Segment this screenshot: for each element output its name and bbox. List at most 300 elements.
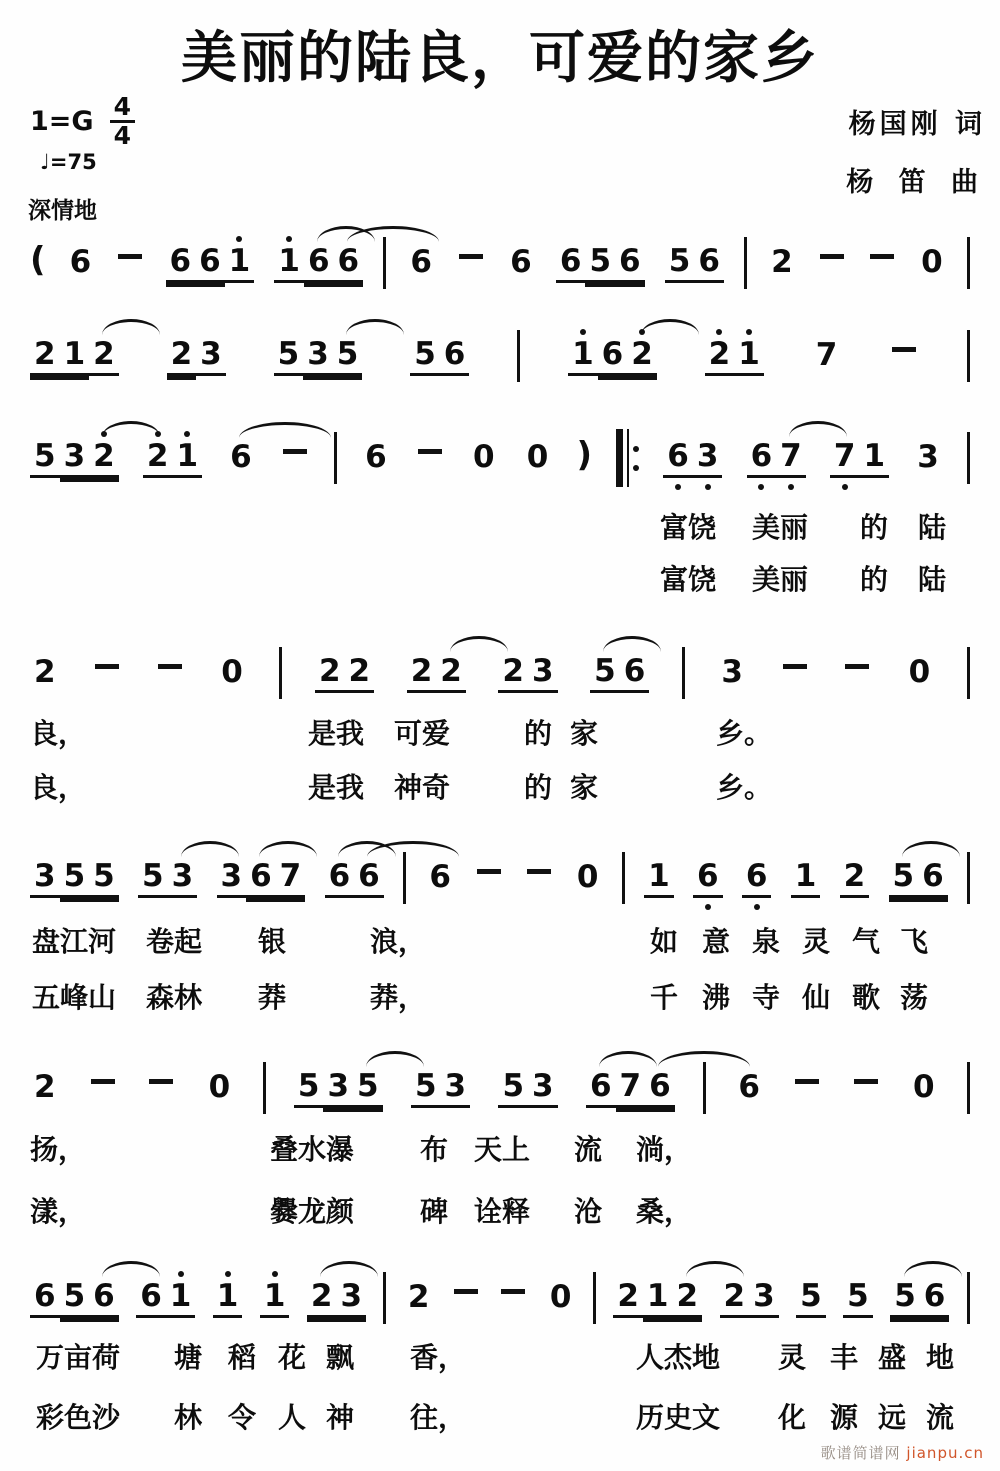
lyric-syllable: 神 bbox=[326, 1401, 355, 1434]
note-group bbox=[274, 337, 363, 376]
note-group bbox=[410, 337, 469, 376]
note-group bbox=[469, 440, 499, 476]
note-group bbox=[717, 655, 747, 691]
note-group bbox=[361, 440, 391, 476]
note: 6 bbox=[440, 337, 470, 376]
note: 6 bbox=[334, 244, 364, 283]
song-title: 美丽的陆良，可爱的家乡 bbox=[181, 25, 819, 91]
note-group bbox=[205, 1070, 235, 1106]
barline bbox=[744, 237, 747, 289]
note-group bbox=[913, 440, 943, 476]
music-line bbox=[30, 318, 970, 394]
lyric-syllable: 塘 bbox=[174, 1341, 203, 1374]
note-group bbox=[890, 1279, 949, 1318]
note: 1 bbox=[791, 859, 821, 898]
slur-arc bbox=[603, 636, 661, 652]
note-group bbox=[498, 1289, 528, 1307]
note: 5 bbox=[138, 859, 168, 898]
note: 5 bbox=[665, 244, 695, 283]
duration-dash bbox=[158, 664, 182, 669]
note: 2 bbox=[705, 337, 735, 376]
note: 6 bbox=[645, 1069, 675, 1108]
note: 5 bbox=[590, 654, 620, 693]
note: 3 bbox=[168, 859, 198, 898]
music-line bbox=[30, 1050, 970, 1126]
note-group bbox=[136, 1279, 195, 1318]
note: 5 bbox=[585, 244, 615, 283]
lyric-row bbox=[0, 1396, 1000, 1438]
lyric-syllable: 富饶 bbox=[660, 511, 717, 544]
slur-arc bbox=[904, 1261, 962, 1277]
duration-dash bbox=[477, 869, 501, 874]
lyric-syllable: 盘江河 bbox=[32, 925, 117, 958]
note: 6 bbox=[30, 1279, 60, 1318]
note-group bbox=[720, 1279, 779, 1318]
note-group bbox=[613, 1279, 702, 1318]
note-group bbox=[556, 244, 645, 283]
note: 6 bbox=[663, 439, 693, 478]
note-group bbox=[92, 664, 122, 682]
note-group bbox=[115, 254, 145, 272]
note-group bbox=[693, 859, 723, 898]
lyric-syllable: 诠释 bbox=[474, 1195, 531, 1228]
note-group bbox=[30, 1070, 60, 1106]
lyric-syllable: 天上 bbox=[474, 1133, 531, 1166]
barline bbox=[383, 237, 386, 289]
lyric-syllable: 千 bbox=[650, 981, 679, 1014]
note: 3 bbox=[303, 337, 333, 376]
note: 1 bbox=[213, 1279, 243, 1318]
repeat-dots bbox=[633, 429, 639, 487]
lyric-row bbox=[0, 1190, 1000, 1232]
note: 5 bbox=[89, 859, 119, 898]
lyric-syllable: 丰 bbox=[830, 1341, 859, 1374]
note: 2 bbox=[840, 859, 870, 898]
note: 2 bbox=[498, 654, 528, 693]
repeat-open-sign bbox=[616, 429, 639, 487]
barline bbox=[334, 432, 337, 484]
note: 6 bbox=[747, 439, 777, 478]
note: 2 bbox=[307, 1279, 337, 1318]
key-label: 1=G bbox=[30, 105, 94, 137]
lyric-syllable: 歌 bbox=[852, 981, 881, 1014]
repeat-dot bbox=[633, 446, 639, 452]
note: 5 bbox=[411, 1069, 441, 1108]
lyric-syllable: 莽， bbox=[370, 981, 427, 1014]
lyric-syllable: 源 bbox=[830, 1401, 859, 1434]
lyric-syllable: 稻 bbox=[228, 1341, 257, 1374]
note: 2 bbox=[345, 654, 375, 693]
slur-arc bbox=[450, 636, 508, 652]
barline bbox=[403, 852, 406, 904]
lyric-syllable: 仙 bbox=[802, 981, 831, 1014]
note: 5 bbox=[890, 1279, 920, 1318]
slur-arc bbox=[102, 421, 160, 437]
note-group bbox=[851, 1079, 881, 1097]
note: 6 bbox=[354, 859, 384, 898]
slur-arc bbox=[599, 1051, 657, 1067]
barline bbox=[279, 647, 282, 699]
lyric-syllable: 良， bbox=[30, 771, 87, 804]
lyricist-credit: 杨国刚 词 bbox=[848, 109, 986, 140]
lyric-syllable: 是我 bbox=[308, 717, 365, 750]
octave-dot-above bbox=[236, 236, 242, 242]
octave-dot-below bbox=[705, 484, 711, 490]
note-group bbox=[411, 1069, 470, 1108]
note: 6 bbox=[365, 439, 387, 475]
lyric-syllable: 陆 bbox=[918, 563, 947, 596]
duration-dash bbox=[892, 347, 916, 352]
octave-dot-above bbox=[178, 1271, 184, 1277]
lyric-syllable: 泉 bbox=[752, 925, 781, 958]
note-group bbox=[791, 859, 821, 898]
lyric-syllable: 流 bbox=[574, 1133, 603, 1166]
barline bbox=[703, 1062, 706, 1114]
note: 6 bbox=[429, 859, 451, 895]
music-line bbox=[30, 1260, 970, 1336]
lyric-row bbox=[0, 1128, 1000, 1170]
note: 3 bbox=[60, 439, 90, 478]
note: 5 bbox=[353, 1069, 383, 1108]
note-group bbox=[644, 859, 674, 898]
note-group bbox=[260, 1279, 290, 1318]
note: 2 bbox=[34, 654, 56, 690]
tempo-marking: ♩=75 bbox=[40, 150, 97, 174]
note: 1 bbox=[644, 859, 674, 898]
duration-dash bbox=[845, 664, 869, 669]
lyric-syllable: 五峰山 bbox=[32, 981, 117, 1014]
note: 6 bbox=[556, 244, 586, 283]
note: 7 bbox=[616, 1069, 646, 1108]
note-group bbox=[742, 859, 772, 898]
note: 2 bbox=[89, 337, 119, 376]
note: 5 bbox=[60, 1279, 90, 1318]
note: 2 bbox=[167, 337, 197, 376]
note: 6 bbox=[693, 859, 723, 898]
lyric-syllable: 令 bbox=[228, 1401, 257, 1434]
note-group bbox=[66, 245, 96, 281]
note: 6 bbox=[742, 859, 772, 898]
note-group bbox=[840, 859, 870, 898]
note: 5 bbox=[30, 439, 60, 478]
note-group bbox=[226, 440, 256, 476]
note-group bbox=[451, 1289, 481, 1307]
key-signature bbox=[30, 94, 135, 148]
lyric-syllable: 森林 bbox=[146, 981, 203, 1014]
note: 1 bbox=[172, 439, 202, 478]
note: 0 bbox=[473, 439, 495, 475]
note-group bbox=[280, 449, 310, 467]
lyric-syllable: 家 bbox=[570, 717, 599, 750]
expression-marking: 深情地 bbox=[28, 198, 97, 224]
duration-dash bbox=[118, 254, 142, 259]
duration-dash bbox=[854, 1079, 878, 1084]
lyric-syllable: 叠水瀑 bbox=[270, 1133, 355, 1166]
lyric-syllable: 的 bbox=[860, 563, 889, 596]
note: 6 bbox=[586, 1069, 616, 1108]
note-group bbox=[705, 337, 764, 376]
note-group bbox=[796, 1279, 826, 1318]
note-group bbox=[474, 869, 504, 887]
note: 0 bbox=[208, 1069, 231, 1105]
note-group bbox=[734, 1070, 764, 1106]
note-group bbox=[568, 337, 657, 376]
octave-dot-above bbox=[580, 329, 586, 335]
note-group bbox=[843, 1279, 873, 1318]
note-group bbox=[905, 655, 935, 691]
lyric-syllable: 沸 bbox=[702, 981, 731, 1014]
note: 3 bbox=[528, 1069, 558, 1108]
note-group bbox=[30, 859, 119, 898]
note: 7 bbox=[276, 859, 306, 898]
note: 2 bbox=[720, 1279, 750, 1318]
lyric-syllable: 流 bbox=[926, 1401, 955, 1434]
repeat-dot bbox=[633, 465, 639, 471]
note-group bbox=[217, 655, 247, 691]
duration-dash bbox=[91, 1079, 115, 1084]
lyric-syllable: 碑 bbox=[420, 1195, 449, 1228]
note-group bbox=[404, 1280, 434, 1316]
slur-arc bbox=[641, 319, 699, 335]
note: 2 bbox=[315, 654, 345, 693]
note-group bbox=[889, 859, 948, 898]
lyric-syllable: 化 bbox=[778, 1401, 807, 1434]
lyric-syllable: 的 bbox=[524, 717, 553, 750]
lyric-row bbox=[0, 976, 1000, 1018]
barline bbox=[967, 647, 970, 699]
note-group bbox=[307, 1279, 366, 1318]
note: 6 bbox=[69, 244, 92, 280]
note-group bbox=[406, 245, 436, 281]
lyric-syllable: 地 bbox=[926, 1341, 955, 1374]
lyric-syllable: 可爱 bbox=[394, 717, 451, 750]
note-group bbox=[30, 1279, 119, 1318]
note: 0 bbox=[908, 654, 931, 690]
note: 2 bbox=[143, 439, 173, 478]
lyric-syllable: 荡 bbox=[900, 981, 929, 1014]
lyric-syllable: 气 bbox=[852, 925, 881, 958]
composer-credit: 杨 笛 曲 bbox=[846, 167, 986, 198]
note: 6 bbox=[598, 337, 628, 376]
lyric-syllable: 爨龙颜 bbox=[270, 1195, 355, 1228]
lyric-syllable: 陆 bbox=[918, 511, 947, 544]
note: 3 bbox=[441, 1069, 471, 1108]
note-group bbox=[747, 439, 806, 478]
slur-arc bbox=[239, 422, 331, 438]
note-group bbox=[506, 245, 536, 281]
lyric-syllable: 如 bbox=[650, 925, 679, 958]
lyric-syllable: 灵 bbox=[802, 925, 831, 958]
time-signature-numerator: 4 bbox=[110, 94, 135, 123]
note: 3 bbox=[917, 439, 939, 475]
note: 5 bbox=[843, 1279, 873, 1318]
note: 1 bbox=[260, 1279, 290, 1318]
note: 2 bbox=[613, 1279, 643, 1318]
duration-dash bbox=[783, 664, 807, 669]
note-group bbox=[780, 664, 810, 682]
duration-dash bbox=[283, 449, 307, 454]
octave-dot-above bbox=[286, 236, 292, 242]
note-group bbox=[274, 244, 363, 283]
octave-dot-above bbox=[155, 431, 161, 437]
watermark-site: 歌谱简谱网 bbox=[820, 1444, 901, 1462]
note: 6 bbox=[166, 244, 196, 283]
octave-dot-below bbox=[842, 484, 848, 490]
note: 6 bbox=[325, 859, 355, 898]
note-group bbox=[325, 859, 384, 898]
note: 5 bbox=[294, 1069, 324, 1108]
note-group bbox=[917, 245, 947, 281]
octave-dot-below bbox=[758, 484, 764, 490]
lyric-row bbox=[0, 506, 1000, 548]
note: 3 bbox=[721, 654, 743, 690]
note-group bbox=[817, 254, 847, 272]
note-group bbox=[138, 859, 197, 898]
lyric-syllable: 往， bbox=[410, 1401, 467, 1434]
duration-dash bbox=[527, 869, 551, 874]
octave-dot-above bbox=[225, 1271, 231, 1277]
barline bbox=[383, 1272, 386, 1324]
slur-arc bbox=[366, 1051, 424, 1067]
note: 6 bbox=[195, 244, 225, 283]
note-group bbox=[425, 860, 455, 896]
lyric-row bbox=[0, 766, 1000, 808]
note-group bbox=[30, 439, 119, 478]
note: 5 bbox=[498, 1069, 528, 1108]
octave-dot-below bbox=[788, 484, 794, 490]
barline bbox=[593, 1272, 596, 1324]
note: 2 bbox=[407, 1279, 430, 1315]
note-group bbox=[498, 1069, 557, 1108]
note: 1 bbox=[568, 337, 598, 376]
repeat-thin-bar bbox=[627, 429, 629, 487]
note-group bbox=[842, 664, 872, 682]
octave-dot-above bbox=[716, 329, 722, 335]
note: 6 bbox=[918, 859, 948, 898]
note: 3 bbox=[30, 859, 60, 898]
note-group bbox=[167, 337, 226, 376]
note: 0 bbox=[221, 654, 243, 690]
note: 6 bbox=[246, 859, 276, 898]
note: 5 bbox=[333, 337, 363, 376]
note: 6 bbox=[920, 1279, 950, 1318]
note: 2 bbox=[436, 654, 466, 693]
barline bbox=[622, 852, 625, 904]
barline bbox=[967, 1272, 970, 1324]
note: 0 bbox=[526, 439, 549, 475]
lyric-syllable: 扬， bbox=[30, 1133, 87, 1166]
duration-dash bbox=[459, 254, 483, 259]
lyric-syllable: 美丽 bbox=[752, 511, 809, 544]
note-group bbox=[146, 1079, 176, 1097]
lyric-syllable: 布 bbox=[420, 1133, 449, 1166]
slur-arc bbox=[181, 841, 239, 857]
lyric-syllable: 良， bbox=[30, 717, 87, 750]
note: 2 bbox=[771, 244, 793, 280]
duration-dash bbox=[149, 1079, 173, 1084]
lyric-syllable: 飘 bbox=[326, 1341, 355, 1374]
note-group bbox=[524, 869, 554, 887]
note: 1 bbox=[274, 244, 304, 283]
lyric-syllable: 美丽 bbox=[752, 563, 809, 596]
lyric-syllable: 富饶 bbox=[660, 563, 717, 596]
note: 6 bbox=[410, 244, 432, 280]
note: 6 bbox=[738, 1069, 760, 1105]
note-group bbox=[407, 654, 466, 693]
lyric-syllable: 卷起 bbox=[146, 925, 203, 958]
lyric-syllable: 人 bbox=[278, 1401, 307, 1434]
paren-symbol: ) bbox=[576, 435, 593, 475]
slur-arc bbox=[346, 319, 404, 335]
lyric-syllable: 是我 bbox=[308, 771, 365, 804]
duration-dash bbox=[795, 1079, 819, 1084]
note-group bbox=[143, 439, 202, 478]
lyric-syllable: 银 bbox=[258, 925, 287, 958]
note-group bbox=[663, 439, 722, 478]
note: 7 bbox=[830, 439, 860, 478]
note: 0 bbox=[921, 244, 943, 280]
slur-arc bbox=[320, 1261, 378, 1277]
note: 5 bbox=[410, 337, 440, 376]
lyric-syllable: 灵 bbox=[778, 1341, 807, 1374]
lyric-syllable: 桑， bbox=[636, 1195, 693, 1228]
note-group bbox=[665, 244, 724, 283]
music-line bbox=[30, 420, 970, 496]
note-group bbox=[217, 859, 306, 898]
note: 6 bbox=[510, 244, 532, 280]
note-group bbox=[867, 254, 897, 272]
lyric-syllable: 神奇 bbox=[394, 771, 451, 804]
note-group bbox=[590, 654, 649, 693]
lyric-syllable: 的 bbox=[524, 771, 553, 804]
note: 2 bbox=[407, 654, 437, 693]
note: 1 bbox=[643, 1279, 673, 1318]
note: 3 bbox=[323, 1069, 353, 1108]
slur-arc bbox=[102, 319, 160, 335]
lyric-syllable: 万亩荷 bbox=[36, 1341, 121, 1374]
lyric-row bbox=[0, 712, 1000, 754]
note: 3 bbox=[217, 859, 247, 898]
barline bbox=[967, 237, 970, 289]
note: 6 bbox=[694, 244, 724, 283]
note: 0 bbox=[912, 1069, 935, 1105]
note: 3 bbox=[693, 439, 723, 478]
music-line bbox=[30, 225, 970, 301]
duration-dash bbox=[820, 254, 844, 259]
music-line bbox=[30, 840, 970, 916]
slur-arc bbox=[789, 421, 847, 437]
slur-arc bbox=[259, 841, 317, 857]
lyric-syllable: 浪， bbox=[370, 925, 427, 958]
time-signature-denominator: 4 bbox=[113, 120, 131, 150]
note-group bbox=[498, 654, 557, 693]
note: 6 bbox=[620, 654, 650, 693]
slur-arc bbox=[658, 1051, 750, 1067]
note: 2 bbox=[673, 1279, 703, 1318]
note: 5 bbox=[60, 859, 90, 898]
duration-dash bbox=[870, 254, 894, 259]
lyric-syllable: 人杰地 bbox=[636, 1341, 721, 1374]
note-group bbox=[294, 1069, 383, 1108]
octave-dot-below bbox=[705, 904, 711, 910]
lyric-syllable: 沧 bbox=[574, 1195, 603, 1228]
note-group bbox=[30, 655, 60, 691]
lyric-syllable: 盛 bbox=[878, 1341, 907, 1374]
note-group bbox=[315, 654, 374, 693]
note: 6 bbox=[136, 1279, 166, 1318]
note: 0 bbox=[549, 1279, 572, 1315]
barline bbox=[967, 330, 970, 382]
